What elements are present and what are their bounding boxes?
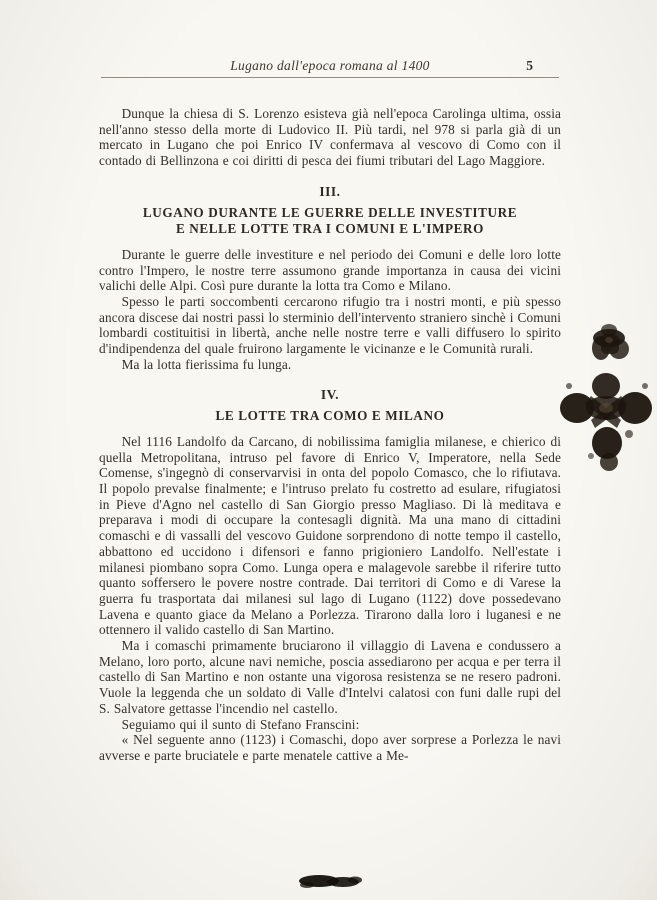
page-content	[99, 106, 561, 764]
paragraph: « Nel seguente anno (1123) i Comaschi, dopo aver sorprese a Porlezza le navi avverse e parte bruciatele e parte menatele cattive a Me-	[99, 732, 561, 763]
section-title-line: E NELLE LOTTE TRA I COMUNI E L'IMPERO	[175, 221, 485, 237]
paragraph: Durante le guerre delle investiture e nel periodo dei Comuni e delle loro lotte contro l'Impero, le nostre terre assumono grande importanza in causa dei vicini valichi delle Alpi. Così pure durante la lotta tra Como e Milano.	[99, 246, 561, 294]
text-block	[99, 58, 561, 764]
paragraph: Ma i comaschi primamente bruciarono il villaggio di Lavena e condussero a Melano, loro porto, alcune navi nemiche, poscia assediarono per acqua e per terra il castello di San Martino e non ostante una vigorosa resistenza se ne resero padroni. Vuole la leggenda che un soldato di Valle d'Intelvi calatosi con funi dalle rupi del S. Salvatore gettasse l'incendio nel castello.	[99, 638, 561, 716]
ink-stain	[551, 316, 655, 478]
header-rule	[101, 77, 559, 78]
paragraph: Spesso le parti soccombenti cercarono rifugio tra i nostri monti, e più spesso ancora discese dai nostri passi lo sterminio dell'intervento straniero sinchè i Comuni lombardi costituitisi in libertà, anche nelle nostre terre e valli diffusero lo spirito d'indipendenza del quale fruirono largamente le vicinanze e le Comunità rurali.	[99, 293, 561, 357]
section-title-line: LUGANO DURANTE LE GUERRE DELLE INVESTITURE	[142, 204, 518, 220]
paragraph: Nel 1116 Landolfo da Carcano, di nobilissima famiglia milanese, e chierico di quella Metropolitana, intruso pel favore di Enrico V, Imperatore, nella Sede Comense, s'ingegnò di conservarvisi in onta del popolo Comasco, che lo rifiutava. Il popolo prevalse finalmente; e l'intruso prelato fu costretto ad esulare, rifugiatosi in Pieve d'Agno nel castello di San Giorgio presso Magliaso. Di là meditava e preparava i modi di occupare la contesagli dignità. Ma una mano di cittadini comaschi e di vassalli del vescovo Guidone sorprendono di notte tempo il castello, abbattono ed uccidono i difensori e fanno prigioniero Landolfo. Nell'estate i milanesi piombano sopra Como. Lunga opera e malagevole sarebbe il riferire tutto quanto soffersero le povere nostre contrade. Dai territori di Como e di Varese la guerra fu trasportata dai milanesi sul lago di Lugano (1122) dove possedevano Lavena e quanto giace da Melano a Porlezza. Tirarono dalla loro i luganesi e ne ottennero il valido castello di San Martino.	[99, 433, 561, 638]
section-number: IV.	[320, 387, 340, 403]
section-heading-4	[99, 387, 561, 425]
page-number: 5	[526, 58, 533, 73]
running-header-title: Lugano dall'epoca romana al 1400	[230, 58, 430, 73]
section-heading-3	[99, 184, 561, 238]
running-header	[99, 58, 561, 78]
section-number: III.	[319, 183, 341, 199]
section-title-line: LE LOTTE TRA COMO E MILANO	[215, 408, 445, 424]
paragraph: Seguiamo qui il sunto di Stefano Franscini:	[121, 716, 360, 732]
ink-smudge	[295, 870, 365, 892]
paragraph: Ma la lotta fierissima fu lunga.	[121, 356, 292, 372]
paragraph: Dunque la chiesa di S. Lorenzo esisteva già nell'epoca Carolinga ultima, ossia nell'anno stesso della morte di Ludovico II. Più tardi, nel 978 si parla già di un mercato in Lugano che poi Enrico IV confermava al vescovo di Como con il contado di Bellinzona e coi diritti di pesca dei fiumi tributari del Lago Maggiore.	[99, 106, 561, 169]
